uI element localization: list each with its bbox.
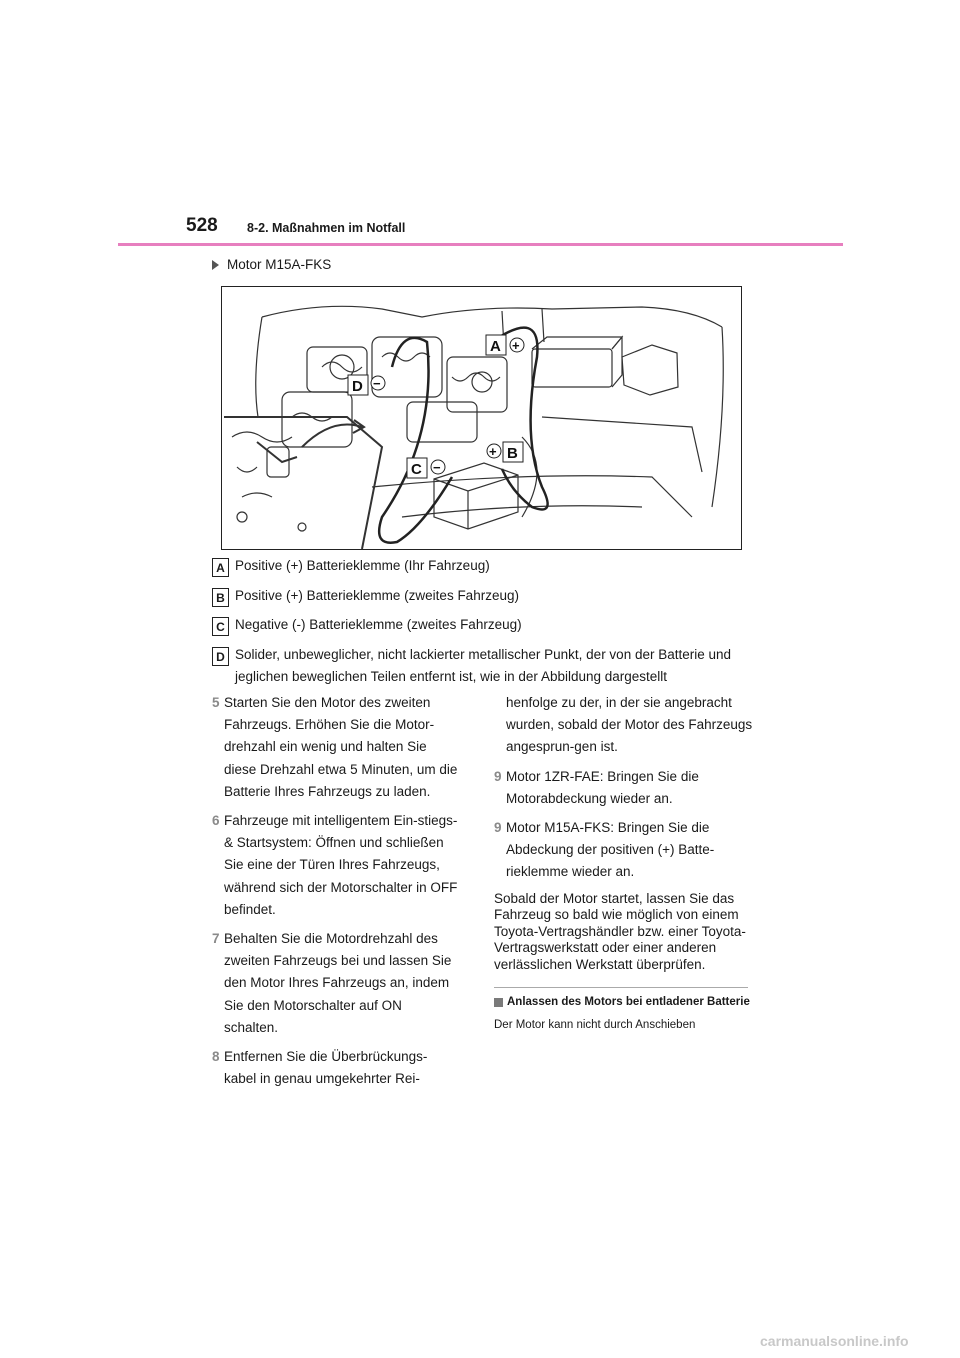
step-text: Starten Sie den Motor des zweiten Fahrzeugs. Erhöhen Sie die Motor-drehzahl ein wenig und halten Sie diese Drehzahl etwa 5 Minuten, um die Batterie Ihres Fahrzeugs zu laden. [224,695,458,799]
legend-item-c [212,617,752,636]
square-bullet-icon [494,998,503,1007]
step-5 [212,692,472,803]
after-start-paragraph: Sobald der Motor startet, lassen Sie das Fahrzeug so bald wie möglich von einem Toyota-Vertragshändler bzw. einer Toyota-Vertragswerkstatt oder einer anderen verlässlichen Werkstatt überprüfen. [494,890,746,972]
step-number: 7 [212,931,220,947]
note-divider [494,987,748,988]
page-number: 528 [186,215,218,236]
note-heading [494,996,756,1009]
engine-illustration [221,286,742,550]
step-7 [212,928,472,1039]
step-6 [212,810,472,921]
right-column [494,692,756,1036]
legend-badge-b: B [212,588,229,607]
label-c: C [411,461,422,478]
plus-symbol-a: + [512,338,520,353]
section-title: 8-2. Maßnahmen im Notfall [247,221,406,235]
minus-symbol-c: − [433,460,441,475]
label-d: D [352,378,363,395]
engine-bay-drawing [222,287,741,549]
step-number: 9 [494,820,502,836]
step-8 [212,1046,472,1090]
legend-text-b: Positive (+) Batterieklemme (zweites Fahrzeug) [235,588,519,603]
legend-item-d [212,647,752,688]
legend-item-b [212,588,752,607]
step-number: 5 [212,695,220,710]
step-text: Motor M15A-FKS: Bringen Sie die Abdeckung der positiven (+) Batte-rieklemme wieder an. [506,820,715,880]
step-number: 6 [212,813,220,829]
footer-watermark: carmanualsonline.info [760,1333,909,1349]
step-text: Fahrzeuge mit intelligentem Ein-stiegs- & Startsystem: Öffnen und schließen Sie eine der Türen Ihres Fahrzeugs, während sich der Motorschalter in OFF befindet. [224,813,458,917]
triangle-bullet-icon [212,260,219,270]
legend-text-a: Positive (+) Batterieklemme (Ihr Fahrzeug) [235,558,490,573]
plus-symbol-b: + [489,444,497,459]
note-title: Anlassen des Motors bei entladener Batterie [507,996,750,1009]
step-text: Entfernen Sie die Überbrückungs-kabel in genau umgekehrter Rei- [224,1049,428,1087]
step-number: 8 [212,1049,220,1065]
subheading [212,257,331,272]
step-8-continuation: henfolge zu der, in der sie angebracht wurden, sobald der Motor des Fahrzeugs angesprun-gen ist. [506,695,753,755]
legend-item-a [212,558,752,577]
label-a: A [490,338,501,355]
left-column [212,692,472,1097]
step-number: 9 [494,768,502,784]
step-text: Motor 1ZR-FAE: Bringen Sie die Motorabdeckung wieder an. [506,768,699,806]
legend-badge-c: C [212,617,229,636]
step-9-m15a [494,817,756,884]
legend-text-d: Solider, unbeweglicher, nicht lackierter metallischer Punkt, der von der Batterie und jeglichen beweglichen Teilen entfernt ist, wie in der Abbildung dargestellt [235,647,732,684]
note-body: Der Motor kann nicht durch Anschieben [494,1019,696,1032]
label-b: B [507,445,518,462]
legend-badge-d: D [212,647,229,666]
minus-symbol-d: − [373,376,381,391]
subheading-text: Motor M15A-FKS [227,257,332,272]
legend-text-c: Negative (-) Batterieklemme (zweites Fahrzeug) [235,617,522,632]
legend-badge-a: A [212,558,229,577]
step-text: Behalten Sie die Motordrehzahl des zweiten Fahrzeugs bei und lassen Sie den Motor Ihres Fahrzeugs an, indem Sie den Motorschalter auf ON schalten. [224,931,452,1035]
step-9-1zr [494,766,756,810]
header-rule [118,243,843,246]
